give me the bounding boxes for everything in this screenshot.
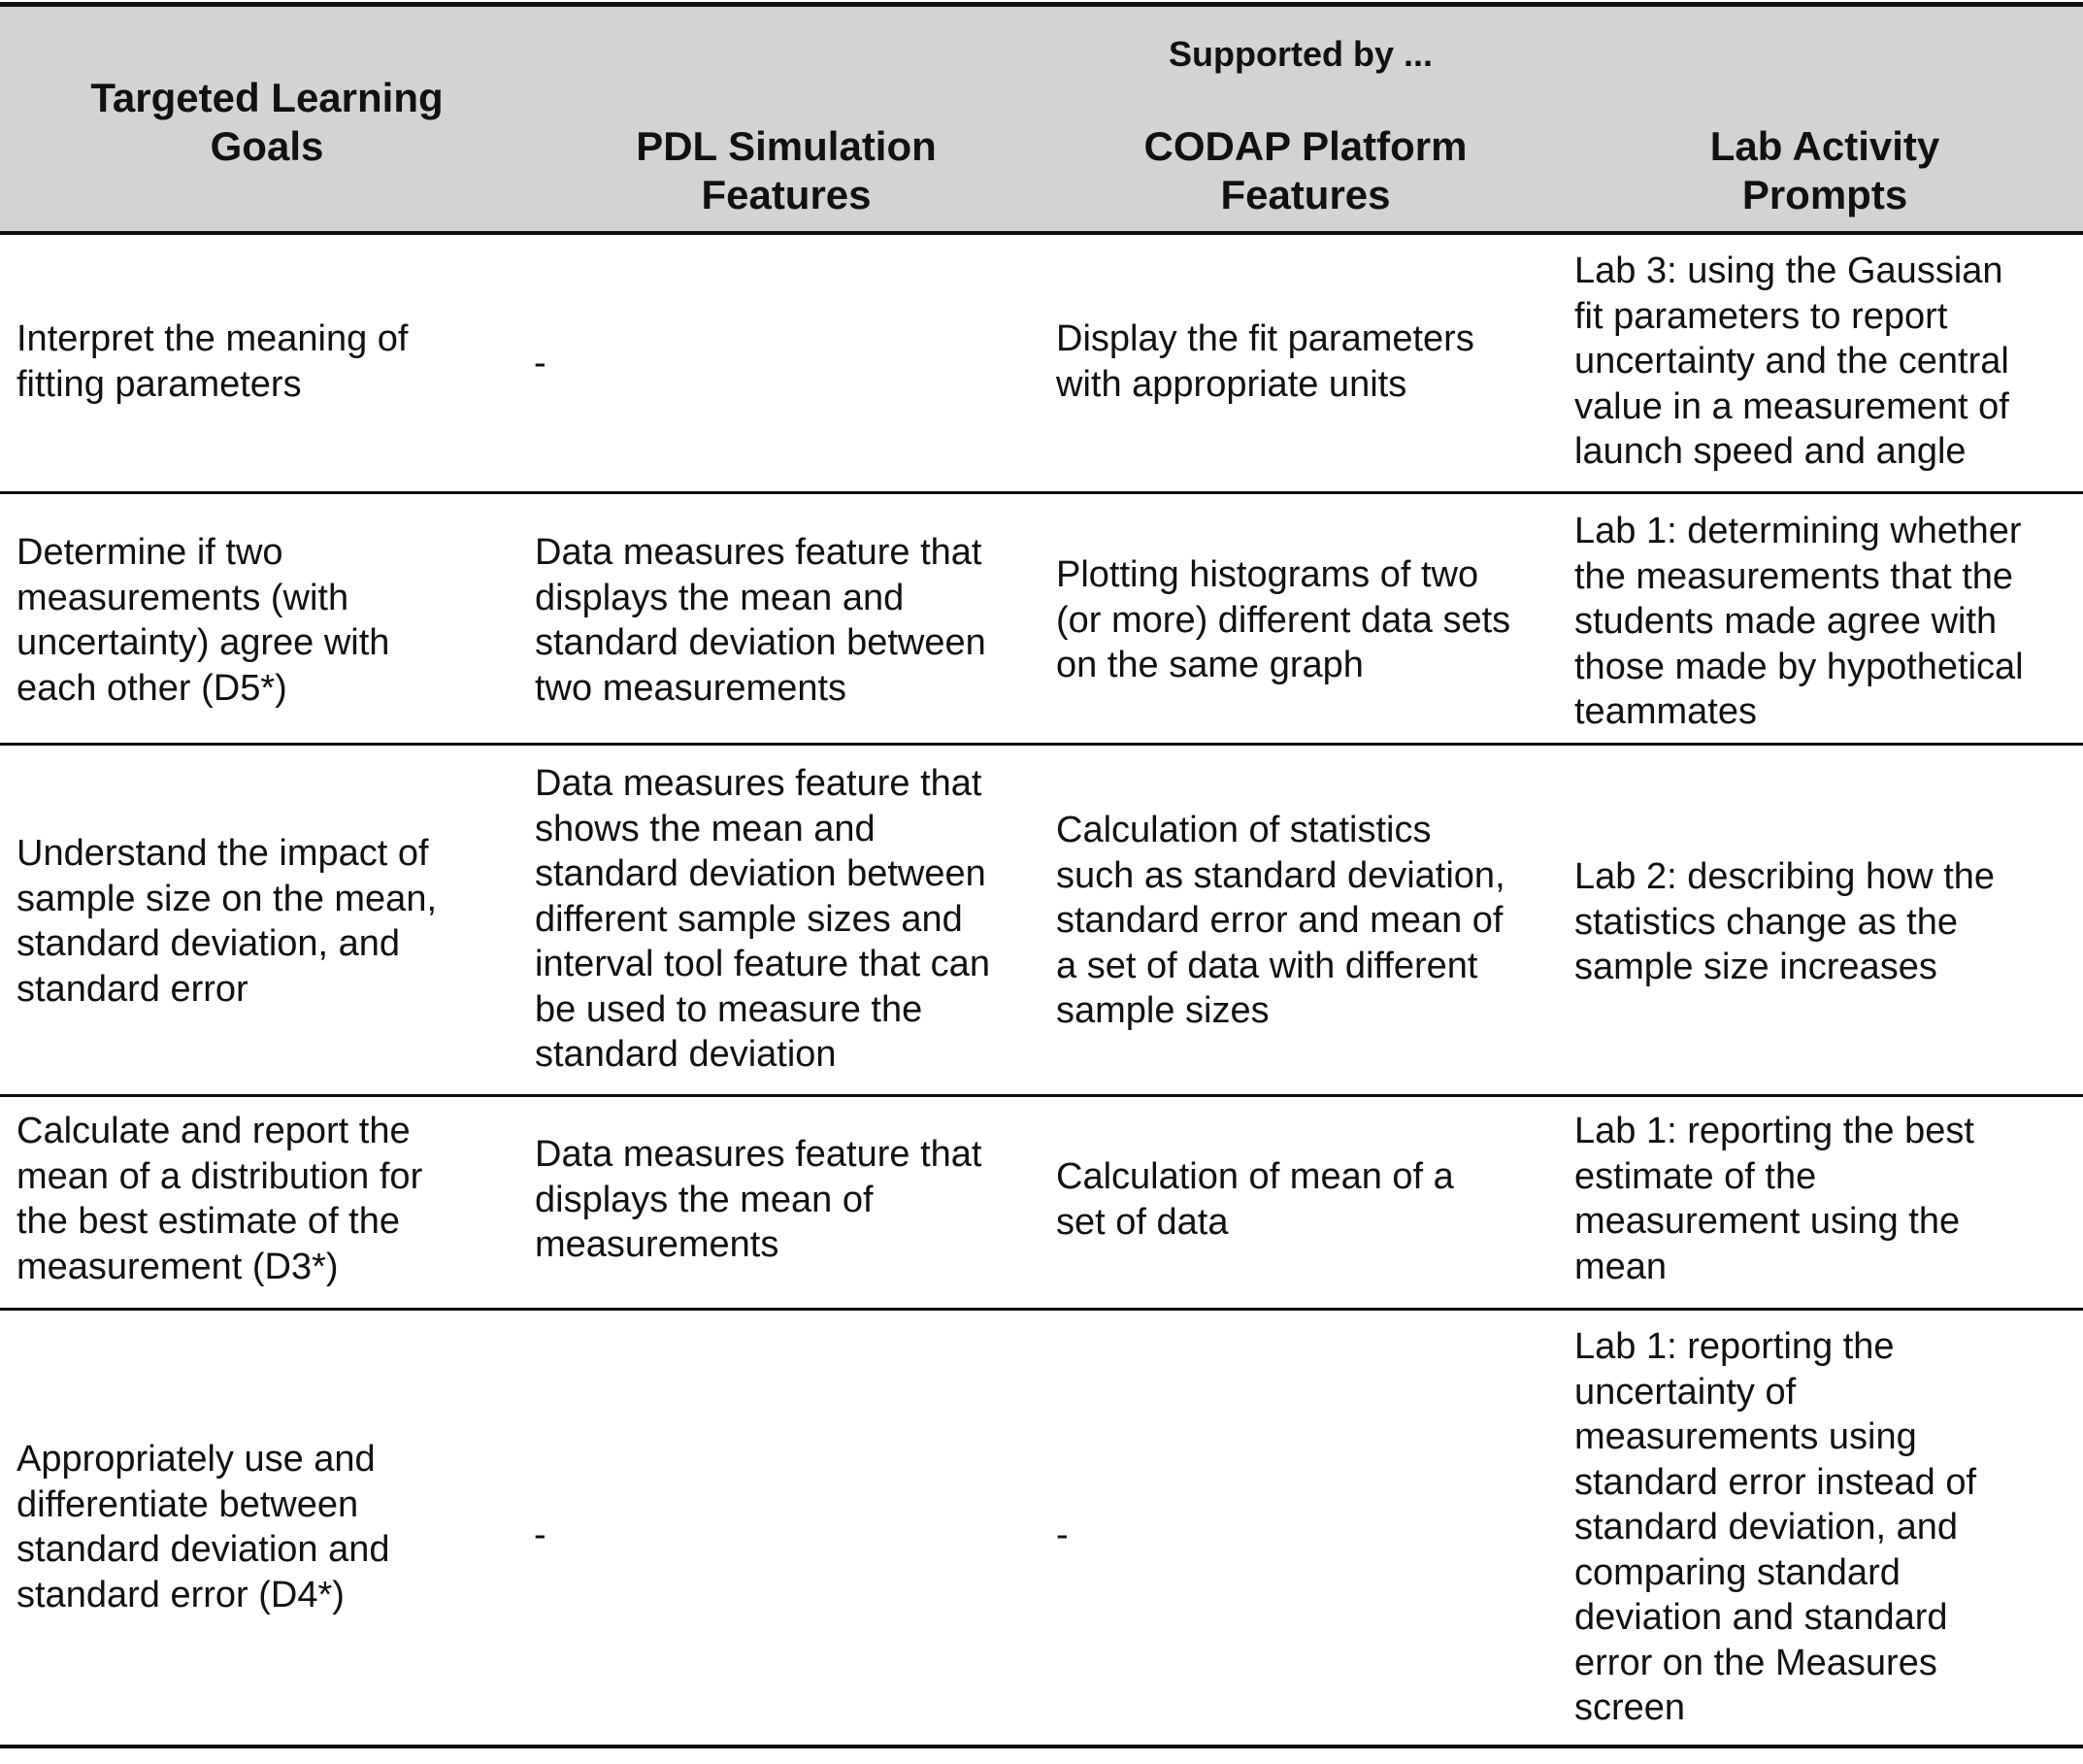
row2-codap: Plotting histograms of two (or more) different data sets on the same graph: [1056, 554, 1511, 685]
supported-by-label: Supported by ...: [1168, 34, 1433, 74]
top-rule: [0, 2, 2083, 7]
row1-codap: Display the fit parameters with appropriate units: [1056, 318, 1474, 405]
row3-goal: Understand the impact of sample size on the mean, standard deviation, and standard error: [17, 833, 438, 1010]
row2-lab: Lab 1: determining whether the measurements that the students made agree with those made by hypothetical teammates: [1574, 511, 2024, 732]
row5-codap: -: [1056, 1514, 1069, 1555]
header-codap: CODAP Platform Features: [1143, 123, 1468, 217]
row4-codap: Calculation of mean of a set of data: [1056, 1156, 1454, 1243]
row1-lab: Lab 3: using the Gaussian fit parameters to report uncertainty and the central value in a measurement of launch speed and angle: [1574, 250, 2009, 472]
row1-goal: Interpret the meaning of fitting parameters: [17, 318, 409, 405]
row5-lab: Lab 1: reporting the uncertainty of measurements using standard error instead of standard deviation, and comparing standard deviation and standard error on the Measures screen: [1574, 1326, 1977, 1728]
header-goals: Targeted Learning Goals: [90, 75, 444, 169]
row4-lab: Lab 1: reporting the best estimate of the measurement using the mean: [1574, 1111, 1974, 1287]
row-divider: [0, 1094, 2083, 1097]
row4-pdl: Data measures feature that displays the mean of measurements: [535, 1134, 982, 1265]
header-rule: [0, 231, 2083, 235]
row5-pdl: -: [534, 1514, 546, 1555]
row3-lab: Lab 2: describing how the statistics change as the sample size increases: [1574, 856, 1996, 987]
row-divider: [0, 491, 2083, 494]
row5-goal: Appropriately use and differentiate between standard deviation and standard error (D4*): [17, 1439, 390, 1615]
row1-pdl: -: [534, 343, 546, 383]
row4-goal: Calculate and report the mean of a distribution for the best estimate of the measurement (D3*): [17, 1111, 423, 1287]
row2-pdl: Data measures feature that displays the mean and standard deviation between two measurements: [535, 532, 986, 709]
bottom-rule: [0, 1745, 2083, 1748]
row2-goal: Determine if two measurements (with uncertainty) agree with each other (D5*): [17, 532, 390, 709]
row-divider: [0, 1308, 2083, 1311]
header-pdl: PDL Simulation Features: [636, 123, 937, 217]
row3-codap: Calculation of statistics such as standard deviation, standard error and mean of a set of data with different sample sizes: [1056, 810, 1505, 1031]
row3-pdl: Data measures feature that shows the mean and standard deviation between different sample sizes and interval tool feature that can be used to measure the standard deviation: [535, 763, 990, 1075]
row-divider: [0, 743, 2083, 746]
header-lab: Lab Activity Prompts: [1709, 123, 1940, 217]
